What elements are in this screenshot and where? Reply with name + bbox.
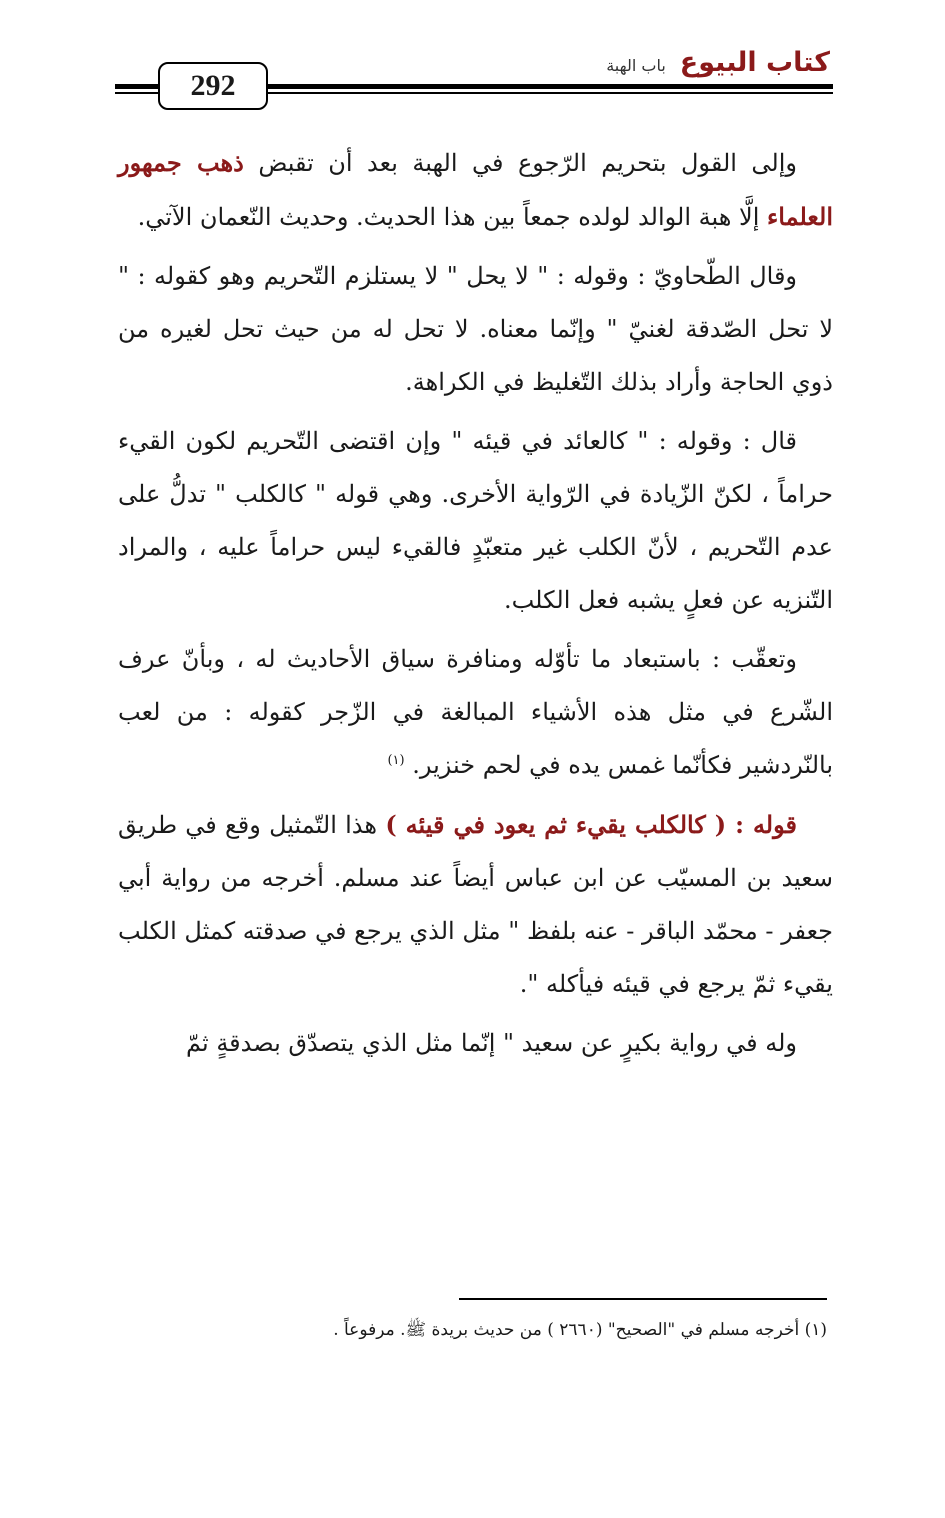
paragraph-1-text-b: إلَّا هبة الوالد لولده جمعاً بين هذا الحديث. وحديث النّعمان الآتي. [137, 203, 768, 231]
chapter-title: باب الهبة [606, 56, 666, 75]
page-header [0, 0, 945, 120]
paragraph-4-text: وتعقّب : باستبعاد ما تأوّله ومنافرة سياق الأحاديث له ، وبأنّ عرف الشّرع في مثل هذه الأشياء المبالغة في الزّجر كقوله : من لعب بالنّردشير فكأنّما غمس يده في لحم خنزير. [118, 645, 833, 779]
paragraph-1-highlight: ذهب جمهور العلماء [118, 148, 833, 231]
paragraph-5 [118, 798, 833, 1011]
paragraph-4 [118, 633, 833, 792]
paragraph-3: قال : وقوله : " كالعائد في قيئه " وإن اقتضى التّحريم لكون القيء حراماً ، لكنّ الزّيادة في الرّواية الأخرى. وهي قوله " كالكلب " تدلُّ على عدم التّحريم ، لأنّ الكلب غير متعبّدٍ فالقيء ليس حراماً عليه ، والمراد التّنزيه عن فعلٍ يشبه فعل الكلب. [118, 427, 833, 614]
paragraph-2: وقال الطّحاويّ : وقوله : " لا يحل " لا يستلزم التّحريم وهو كقوله : " لا تحل الصّدقة لغنيّ " وإنّما معناه. لا تحل له من حيث تحل لغيره من ذوي الحاجة وأراد بذلك التّغليظ في الكراهة. [118, 262, 833, 396]
footnote: (١) أخرجه مسلم في "الصحيح" (٢٦٦٠ ) من حديث بريدة ﷺ. مرفوعاً . [333, 1320, 827, 1340]
paragraph-6: وله في رواية بكيرٍ عن سعيد " إنّما مثل الذي يتصدّق بصدقةٍ ثمّ [186, 1029, 797, 1057]
footnote-divider [459, 1298, 827, 1300]
main-text [118, 136, 833, 1076]
book-title: كتاب البيوع [679, 47, 830, 78]
paragraph-5-highlight: قوله : ( كالكلب يقيء ثم يعود في قيئه ) [385, 810, 797, 839]
page-number: 292 [158, 62, 268, 110]
paragraph-1 [118, 136, 833, 244]
paragraph-1-text-a: وإلى القول بتحريم الرّجوع في الهبة بعد أن تقبض [243, 149, 797, 177]
running-title [606, 47, 830, 78]
paragraph-5-text: هذا التّمثيل وقع في طريق سعيد بن المسيّب عن ابن عباس أيضاً عند مسلم. أخرجه من رواية أبي جعفر - محمّد الباقر - عنه بلفظ " مثل الذي يرجع في صدقته كمثل الكلب يقيء ثمّ يرجع في قيئه فيأكله ". [118, 811, 833, 998]
footnote-ref[interactable]: (١) [387, 753, 405, 768]
